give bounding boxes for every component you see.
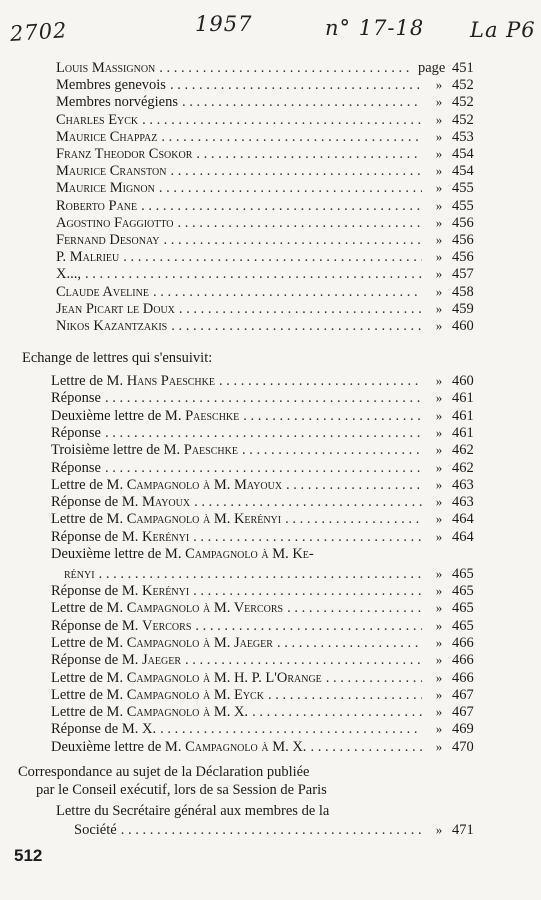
page-marker: »	[435, 511, 443, 527]
toc-entry-text	[51, 635, 273, 652]
page-marker: »	[435, 459, 443, 475]
entry-text: Réponse de M.	[51, 494, 143, 511]
page-reference	[426, 822, 480, 839]
toc-entry-text	[51, 687, 264, 704]
toc-entry	[56, 129, 480, 146]
toc-entry	[51, 721, 480, 738]
page-reference	[426, 301, 480, 318]
page-number-ref: 455	[452, 180, 474, 197]
page-reference	[426, 425, 480, 442]
page-marker: »	[435, 442, 443, 458]
entry-text: Réponse de M.	[51, 617, 143, 634]
toc-entry	[51, 583, 480, 600]
dot-leader	[268, 687, 422, 704]
page-marker: »	[435, 528, 443, 544]
toc-entry-text	[51, 721, 156, 738]
page-marker: »	[435, 407, 443, 423]
toc-entry-text	[51, 425, 101, 442]
entry-name: Hans Paeschke	[126, 373, 215, 389]
entry-text: Lettre de M.	[51, 686, 127, 703]
toc-entry	[51, 739, 480, 756]
page-marker: »	[435, 180, 443, 196]
toc-entry-text	[56, 146, 192, 163]
entry-text: Lettre de M.	[51, 600, 127, 617]
page-marker: »	[435, 111, 443, 127]
page-marker: »	[435, 652, 443, 668]
entry-name: Franz Theodor Csokor	[56, 146, 193, 162]
page-number-ref: 461	[452, 424, 474, 441]
toc-entry	[56, 301, 480, 318]
page-marker: »	[435, 669, 443, 685]
entry-name: Campagnolo à M. Vercors	[126, 600, 284, 617]
dot-leader	[252, 704, 422, 721]
page-number-ref: 456	[452, 214, 474, 231]
entry-name: Jaeger	[142, 652, 181, 669]
toc-entry	[51, 390, 480, 407]
toc-entry	[56, 112, 480, 129]
toc-entry	[56, 232, 480, 249]
page-marker: »	[435, 128, 443, 144]
page-number-ref: 451	[452, 60, 474, 76]
page-reference	[426, 249, 480, 266]
toc-entry	[51, 529, 480, 546]
entry-text: Membres genevois	[56, 77, 166, 94]
dot-leader	[153, 284, 422, 301]
toc-entry-text	[51, 704, 248, 721]
page-reference	[426, 163, 480, 180]
toc-entry-text	[51, 373, 215, 390]
page-marker: »	[435, 617, 443, 633]
entry-name: Campagnolo à M. Kerényi	[126, 511, 282, 528]
page-marker: »	[435, 163, 443, 179]
entry-text: Lettre de M.	[51, 704, 127, 721]
entry-name: Campagnolo à M. Eyck	[126, 686, 264, 703]
entry-name: X.	[142, 721, 157, 738]
toc-entry-text	[51, 460, 101, 477]
dot-leader	[161, 129, 422, 146]
toc-entry-text	[51, 529, 189, 546]
entry-text: Réponse de M.	[51, 528, 143, 545]
entry-name: Charles Eyck	[56, 111, 139, 128]
entry-name: Maurice Chappaz	[56, 128, 158, 145]
entry-text: Lettre de M.	[51, 634, 127, 651]
page-reference	[426, 146, 480, 163]
page-reference	[426, 94, 480, 111]
toc-entry	[56, 163, 480, 180]
toc-entry	[51, 600, 480, 617]
handwritten-annotation: 1957	[195, 12, 253, 36]
entry-text: Réponse	[51, 390, 101, 407]
entry-name: Maurice Cranston	[56, 163, 167, 180]
entry-text: Lettre de M.	[51, 476, 127, 493]
toc-entry	[51, 408, 480, 425]
entry-name: Campagnolo à M. X.	[126, 704, 249, 721]
dot-leader	[163, 232, 422, 249]
dot-leader	[196, 146, 422, 163]
dot-leader	[285, 511, 422, 528]
page-number-ref: 454	[452, 146, 474, 162]
toc-entry-text	[51, 511, 281, 528]
toc-entry-text	[56, 232, 159, 249]
entry-text: Réponse de M.	[51, 721, 143, 738]
page-number-ref: 464	[452, 528, 474, 545]
entry-name: Agostino Faggiotto	[56, 214, 174, 231]
page-marker: »	[435, 300, 443, 316]
toc-entry-text	[56, 77, 166, 94]
toc-entry	[74, 822, 480, 839]
page-reference	[426, 600, 480, 617]
entry-name: Roberto Pane	[56, 197, 138, 214]
page-number-ref: 464	[452, 511, 474, 528]
page-marker: »	[435, 373, 443, 388]
toc-entry	[51, 373, 480, 390]
dot-leader	[159, 180, 422, 197]
dot-leader	[182, 94, 422, 111]
page-reference	[426, 460, 480, 477]
toc-entry	[56, 198, 480, 215]
dot-leader	[105, 425, 422, 442]
dot-leader	[178, 215, 422, 232]
toc-entry-text	[56, 215, 174, 232]
entry-name: Paeschke	[185, 407, 240, 424]
entry-name: Campagnolo à M. Ke-	[185, 546, 314, 562]
page-number-ref: 460	[452, 318, 474, 334]
page-reference	[426, 511, 480, 528]
toc-entry-text	[56, 284, 149, 301]
page-reference	[426, 266, 480, 283]
page-number: 512	[14, 846, 43, 865]
toc-entry	[56, 266, 480, 283]
entry-name: Vercors	[142, 617, 192, 634]
dot-leader	[326, 670, 422, 687]
page-marker: »	[435, 77, 443, 93]
entry-text: Réponse de M.	[51, 583, 143, 599]
toc-entry-text: Société	[74, 822, 117, 838]
entry-name: Nikos Kazantzakis	[56, 318, 168, 334]
page-number-ref: 462	[452, 459, 474, 476]
page-number-ref: 466	[452, 652, 474, 669]
page-reference	[426, 704, 480, 721]
toc-entry	[51, 652, 480, 669]
page-number-ref: 470	[452, 738, 474, 755]
toc-entry	[51, 635, 480, 652]
handwritten-annotation: La P6	[470, 18, 536, 42]
page-marker: »	[435, 738, 443, 754]
page-reference	[426, 284, 480, 301]
dot-leader	[121, 822, 422, 839]
toc-entry	[56, 215, 480, 232]
page-number-ref: 465	[452, 583, 474, 599]
toc-entry-text	[51, 442, 238, 459]
page-marker: »	[435, 704, 443, 720]
page-reference	[426, 635, 480, 652]
page-number-ref: 466	[452, 669, 474, 686]
toc-entry	[51, 460, 480, 477]
toc-entry-text	[51, 618, 191, 635]
page-reference	[426, 129, 480, 146]
page-reference	[426, 566, 480, 583]
dot-leader	[193, 583, 422, 600]
entry-text: Troisième lettre de M.	[51, 442, 184, 459]
toc-entry	[56, 249, 480, 266]
toc-entry	[56, 60, 480, 77]
toc-entry	[56, 94, 480, 111]
page-reference	[426, 494, 480, 511]
dot-leader	[171, 318, 422, 335]
page-reference	[426, 529, 480, 546]
page-marker: »	[435, 600, 443, 616]
entry-text: Réponse	[51, 459, 101, 476]
page-number-ref: 453	[452, 128, 474, 145]
page-number-ref: 456	[452, 249, 474, 266]
dot-leader	[277, 635, 422, 652]
page-reference	[426, 180, 480, 197]
page-number-ref: 461	[452, 407, 474, 424]
handwritten-annotation: n° 17-18	[325, 16, 425, 40]
entry-name: Campagnolo à M. H. P. L'Orange	[126, 669, 322, 686]
dot-leader	[242, 442, 422, 459]
entry-text: Deuxième lettre de M.	[51, 738, 186, 755]
entry-name: Maurice Mignon	[56, 180, 155, 197]
entry-name: Louis Massignon	[56, 60, 156, 76]
page-number-ref: 458	[452, 283, 474, 300]
toc-entry	[56, 77, 480, 94]
entry-name: P. Malrieu	[56, 249, 120, 266]
page-marker: »	[435, 494, 443, 510]
entry-text: Réponse	[51, 424, 101, 441]
toc-entry-text	[56, 249, 119, 266]
toc-entry	[51, 442, 480, 459]
toc-entry-text	[51, 600, 283, 617]
toc-entry-text	[51, 494, 190, 511]
toc-entry-text	[51, 652, 181, 669]
dot-leader	[105, 460, 422, 477]
dot-leader	[160, 721, 422, 738]
toc-entry	[51, 704, 480, 721]
entry-text: Lettre de M.	[51, 373, 127, 389]
dot-leader	[195, 618, 422, 635]
toc-entry-text	[56, 318, 167, 335]
page-reference	[426, 112, 480, 129]
section-heading-echange: Echange de lettres qui s'ensuivit:	[22, 350, 213, 366]
page-number-ref: 465	[452, 600, 474, 617]
toc-entry	[51, 494, 480, 511]
toc-entry-text	[51, 477, 282, 494]
toc-entry	[56, 284, 480, 301]
page-marker: »	[435, 232, 443, 247]
dot-leader	[194, 494, 422, 511]
page-number-ref: 465	[452, 566, 474, 582]
toc-entry-text	[51, 670, 322, 687]
toc-entry-text	[51, 408, 239, 425]
entry-name: Campagnolo à M. Jaeger	[126, 634, 273, 651]
page-number-ref: 459	[452, 300, 474, 317]
entry-name: Claude Aveline	[56, 283, 149, 300]
toc-entry-text	[56, 163, 166, 180]
entry-name: Paeschke	[183, 442, 238, 459]
page-number-ref: 456	[452, 232, 474, 248]
toc-entry-text: Lettre du Secrétaire général aux membres de la	[56, 803, 330, 819]
entry-name: Campagnolo à M. X.	[185, 738, 307, 755]
toc-entry	[51, 618, 480, 635]
toc-entry-text	[56, 112, 138, 129]
toc-entry-text	[56, 301, 175, 318]
entry-name: Kerényi	[142, 583, 190, 599]
page-number-ref: 452	[452, 111, 474, 128]
page-number-ref: 469	[452, 721, 474, 738]
page-marker: »	[435, 476, 443, 492]
dot-leader	[185, 652, 422, 669]
toc-entry	[51, 477, 480, 494]
dot-leader	[123, 249, 422, 266]
toc-entry	[51, 425, 480, 442]
toc-entry-text	[64, 566, 95, 583]
dot-leader	[219, 373, 422, 390]
toc-entry-text	[56, 180, 155, 197]
dot-leader	[310, 739, 422, 756]
dot-leader	[99, 566, 422, 583]
page-reference	[426, 77, 480, 94]
dot-leader	[287, 600, 422, 617]
entry-text: Lettre de M.	[51, 669, 127, 686]
entry-text: Deuxième lettre de M.	[51, 407, 186, 424]
page-reference	[426, 739, 480, 756]
dot-leader	[85, 266, 422, 283]
toc-entry-text	[56, 266, 81, 283]
entry-name: Fernand Desonay	[56, 232, 160, 248]
page-marker: page	[418, 60, 446, 76]
page-number-ref: 455	[452, 197, 474, 214]
toc-entry-text	[56, 198, 137, 215]
page-number-ref: 452	[452, 94, 474, 111]
page-marker: »	[435, 249, 443, 265]
toc-entry	[51, 670, 480, 687]
entry-name: Jean Picart le Doux	[56, 300, 175, 317]
entry-name: Campagnolo à M. Mayoux	[126, 476, 283, 493]
toc-entry-text	[56, 60, 155, 77]
page-marker: »	[435, 318, 443, 333]
entry-name: Mayoux	[142, 494, 191, 511]
page-marker: »	[435, 197, 443, 213]
page-number-ref: 462	[452, 442, 474, 459]
toc-entry	[64, 566, 480, 583]
toc-entry-text	[51, 390, 101, 407]
page-number-ref: 454	[452, 163, 474, 180]
dot-leader	[179, 301, 422, 318]
entry-text: Réponse de M.	[51, 652, 143, 669]
page-reference	[426, 670, 480, 687]
dot-leader	[193, 529, 422, 546]
page-number-ref: 467	[452, 704, 474, 721]
entry-text: Deuxième lettre de M.	[51, 546, 186, 562]
page-reference	[426, 198, 480, 215]
page-marker: »	[435, 634, 443, 650]
page-marker: »	[435, 283, 443, 299]
toc-entry-text	[51, 739, 306, 756]
page-number-ref: 471	[452, 822, 474, 838]
page-reference	[426, 477, 480, 494]
page-number-ref: 457	[452, 266, 474, 283]
page-reference	[426, 390, 480, 407]
page-marker: »	[435, 822, 443, 837]
section-heading-correspondance: Correspondance au sujet de la Déclaration publiée	[18, 764, 310, 780]
page-marker: »	[435, 424, 443, 440]
page-marker: »	[435, 266, 443, 282]
page-reference	[426, 721, 480, 738]
page-reference	[418, 60, 480, 77]
page-reference	[426, 652, 480, 669]
page-marker: »	[435, 721, 443, 737]
dot-leader	[142, 112, 422, 129]
page-number-ref: 452	[452, 77, 474, 94]
page-number-ref: 463	[452, 476, 474, 493]
page-reference	[426, 215, 480, 232]
page-number-ref: 461	[452, 390, 474, 407]
page-reference	[426, 442, 480, 459]
page-marker: »	[435, 94, 443, 110]
page-reference	[426, 318, 480, 335]
page-reference	[426, 618, 480, 635]
toc-entry	[56, 146, 480, 163]
entry-text: Lettre de M.	[51, 511, 127, 528]
page-reference	[426, 232, 480, 249]
toc-entry-text	[51, 546, 314, 563]
page-number-ref: 460	[452, 373, 474, 389]
handwritten-annotation: 2702	[9, 18, 69, 46]
page-reference	[426, 373, 480, 390]
toc-entry-text	[56, 129, 157, 146]
page-number-ref: 467	[452, 686, 474, 703]
toc-entry	[51, 687, 480, 704]
dot-leader	[105, 390, 422, 407]
toc-entry-text	[51, 583, 189, 600]
page-marker: »	[435, 146, 443, 161]
entry-text: Membres norvégiens	[56, 94, 179, 111]
entry-name: Kerényi	[142, 528, 190, 545]
toc-entry-text	[56, 94, 178, 111]
page-marker: »	[435, 686, 443, 702]
page-marker: »	[435, 566, 443, 581]
page-marker: »	[435, 214, 443, 230]
page-reference	[426, 408, 480, 425]
entry-text: X...,	[56, 266, 81, 283]
section-heading-correspondance-line2: par le Conseil exécutif, lors de sa Session de Paris	[36, 782, 327, 798]
entry-name: rényi	[64, 566, 95, 582]
toc-entry	[56, 318, 480, 335]
dot-leader	[286, 477, 422, 494]
page-number-ref: 465	[452, 617, 474, 634]
toc-entry	[51, 511, 480, 528]
dot-leader	[159, 60, 414, 77]
page-reference	[426, 687, 480, 704]
page-number-ref: 463	[452, 494, 474, 511]
page-number-ref: 466	[452, 634, 474, 651]
dot-leader	[243, 408, 422, 425]
dot-leader	[170, 77, 422, 94]
page-marker: »	[435, 390, 443, 406]
toc-entry	[56, 180, 480, 197]
dot-leader	[170, 163, 422, 180]
dot-leader	[141, 198, 422, 215]
page-marker: »	[435, 583, 443, 598]
page-reference	[426, 583, 480, 600]
